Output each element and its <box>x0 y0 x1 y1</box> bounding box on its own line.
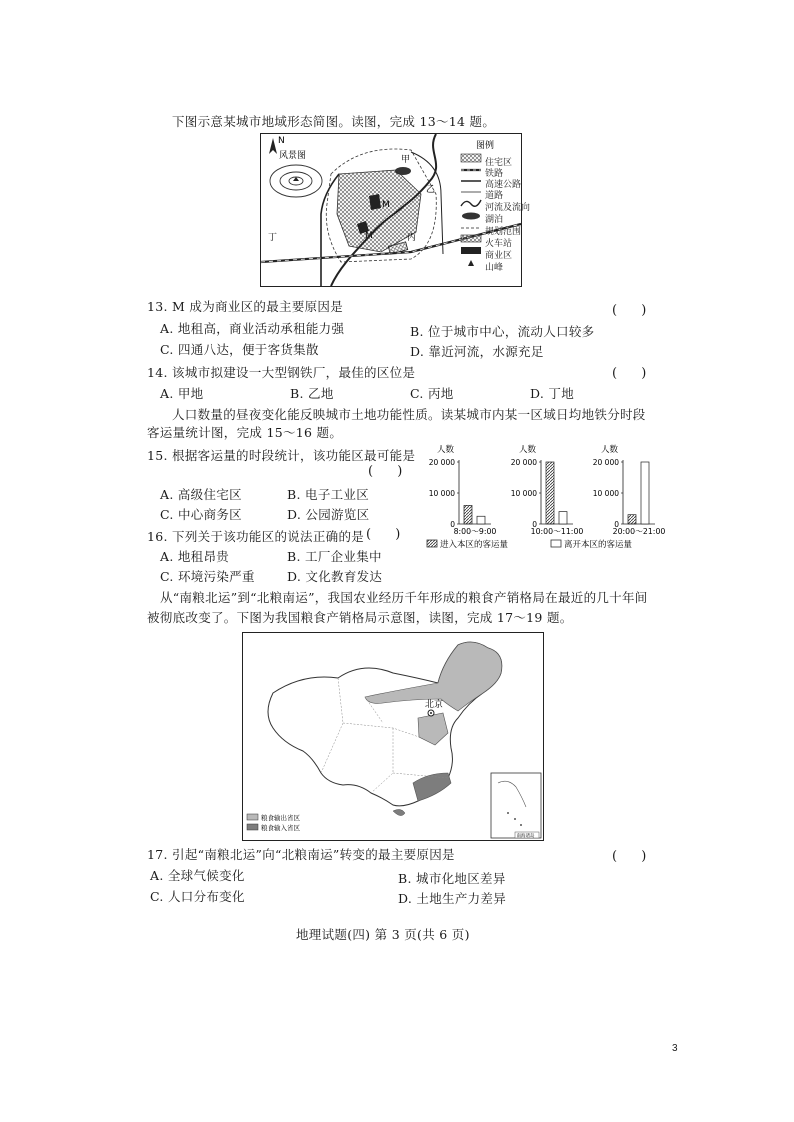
q16-answer-paren[interactable]: ( ) <box>366 527 411 542</box>
chart-0-ytick-label-1: 10 000 <box>428 489 455 498</box>
q15-option-b[interactable]: B. 电子工业区 <box>287 487 370 502</box>
q16-option-d[interactable]: D. 文化教育发达 <box>287 569 383 584</box>
inset-label: 南海诸岛 <box>516 834 535 839</box>
legend-export-swatch <box>247 814 258 820</box>
q14-option-a[interactable]: A. 甲地 <box>160 386 204 401</box>
m-label-2: M <box>365 231 373 241</box>
legend-lake: 湖泊 <box>485 215 504 225</box>
q15-option-c[interactable]: C. 中心商务区 <box>160 507 242 522</box>
legend-swatch-out <box>551 540 561 547</box>
legend-export-label: 粮食输出省区 <box>261 814 300 822</box>
chart-2-ytick-label-1: 10 000 <box>592 489 619 498</box>
q15-answer-paren[interactable]: ( ) <box>368 464 413 479</box>
chart-1-ylabel: 人数 <box>519 445 537 455</box>
chart-1-bar-out <box>559 512 567 524</box>
chart-2-ytick-label-0: 20 000 <box>592 458 619 467</box>
q13-option-c[interactable]: C. 四通八达，便于客货集散 <box>160 342 319 357</box>
q16-option-a[interactable]: A. 地租昂贵 <box>160 549 230 564</box>
q17-option-d[interactable]: D. 土地生产力差异 <box>398 891 507 906</box>
chart-1-ytick-label-0: 20 000 <box>510 458 537 467</box>
legend-station: 火车站 <box>485 239 513 249</box>
q16-option-c[interactable]: C. 环境污染严重 <box>160 569 255 584</box>
q13-answer-paren[interactable]: ( ) <box>612 303 657 318</box>
north-label: N <box>278 136 285 146</box>
q15-stem: 15. 根据客运量的时段统计，该功能区最可能是 <box>147 448 416 463</box>
legend-swatch-in-fill <box>427 540 437 547</box>
chart-2-xtick-label: 20:00～21:00 <box>612 527 665 536</box>
q17-option-c[interactable]: C. 人口分布变化 <box>150 889 245 904</box>
city-map-drawing <box>261 134 521 286</box>
north-arrow-icon <box>269 138 277 154</box>
chart-1-ytick-label-2: 0 <box>532 520 537 529</box>
scenic-label: 风景图 <box>279 151 307 161</box>
chart-0-ytick-label-0: 20 000 <box>428 458 455 467</box>
q17-stem: 17. 引起“南粮北运”向“北粮南运”转变的最主要原因是 <box>147 847 455 862</box>
legend-railway: 铁路 <box>485 169 504 179</box>
intro-text-15-16-line2: 客运量统计图，完成 15～16 题。 <box>147 425 343 440</box>
china-map-drawing <box>243 633 543 840</box>
passenger-volume-charts <box>415 440 665 555</box>
q14-option-c[interactable]: C. 丙地 <box>410 386 454 401</box>
legend-import-swatch <box>247 824 258 830</box>
q13-option-b[interactable]: B. 位于城市中心，流动人口较多 <box>410 324 595 339</box>
q14-answer-paren[interactable]: ( ) <box>612 366 657 381</box>
intro-text-17-19-line2: 被彻底改变了。下图为我国粮食产销格局示意图，读图，完成 17～19 题。 <box>147 610 573 625</box>
place-yi: 乙 <box>426 185 436 195</box>
m-label-1: M <box>382 200 390 210</box>
chart-1-bar-in <box>546 462 554 524</box>
q17-option-b[interactable]: B. 城市化地区差异 <box>398 871 506 886</box>
chart-0-ylabel: 人数 <box>437 445 455 455</box>
q17-option-a[interactable]: A. 全球气候变化 <box>150 868 245 883</box>
q13-option-d[interactable]: D. 靠近河流，水源充足 <box>410 344 544 359</box>
chart-2-bar-out <box>641 462 649 524</box>
legend-commercial: 商业区 <box>485 251 513 261</box>
page-number: 3 <box>672 1043 678 1054</box>
city-form-map <box>260 133 531 287</box>
legend-planning: 规划范围 <box>485 227 522 237</box>
q16-stem: 16. 下列关于该功能区的说法正确的是 <box>147 529 365 544</box>
legend-peak: 山峰 <box>485 263 504 273</box>
legend-road: 道路 <box>485 191 504 201</box>
chart-0-ytick-label-2: 0 <box>450 520 455 529</box>
legend-highway: 高速公路 <box>485 180 522 190</box>
beijing-label: 北京 <box>425 700 444 710</box>
china-grain-map <box>242 632 544 841</box>
place-jia: 甲 <box>401 155 411 165</box>
q14-stem: 14. 该城市拟建设一大型钢铁厂，最佳的区位是 <box>147 365 416 380</box>
legend-residential: 住宅区 <box>485 158 513 168</box>
chart-0-xtick-label: 8:00～9:00 <box>453 527 497 536</box>
place-ding: 丁 <box>268 233 278 243</box>
q13-stem: 13. M 成为商业区的最主要原因是 <box>147 299 344 314</box>
q14-option-b[interactable]: B. 乙地 <box>290 386 334 401</box>
q16-option-b[interactable]: B. 工厂企业集中 <box>287 549 382 564</box>
legend-out-label: 离开本区的客运量 <box>564 540 633 550</box>
q14-option-d[interactable]: D. 丁地 <box>530 386 575 401</box>
chart-0-bar-out <box>477 516 485 524</box>
page-footer: 地理试题(四) 第 3 页(共 6 页) <box>296 927 470 942</box>
chart-1-ytick-label-1: 10 000 <box>510 489 537 498</box>
q15-option-a[interactable]: A. 高级住宅区 <box>160 487 242 502</box>
chart-1-xtick-label: 10:00～11:00 <box>530 527 584 536</box>
legend-import-label: 粮食输入省区 <box>261 824 300 832</box>
chart-0-bar-in <box>464 505 472 524</box>
intro-text-17-19-line1: 从“南粮北运”到“北粮南运”，我国农业经历千年形成的粮食产销格局在最近的几十年间 <box>160 590 648 605</box>
intro-text-13-14: 下图示意某城市地域形态简图。读图，完成 13～14 题。 <box>172 114 496 129</box>
place-bing: 丙 <box>407 233 417 243</box>
q17-answer-paren[interactable]: ( ) <box>612 849 657 864</box>
chart-2-ylabel: 人数 <box>601 445 619 455</box>
legend-river: 河流及流向 <box>485 203 531 213</box>
legend-title: 图例 <box>476 141 495 151</box>
intro-text-15-16-line1: 人口数量的昼夜变化能反映城市土地功能性质。读某城市内某一区域日均地铁分时段 <box>172 407 646 422</box>
q13-option-a[interactable]: A. 地租高，商业活动承租能力强 <box>160 321 345 336</box>
legend-in-label: 进入本区的客运量 <box>440 540 509 550</box>
chart-2-ytick-label-2: 0 <box>614 520 619 529</box>
chart-2-bar-in <box>628 515 636 524</box>
q15-option-d[interactable]: D. 公园游览区 <box>287 507 370 522</box>
